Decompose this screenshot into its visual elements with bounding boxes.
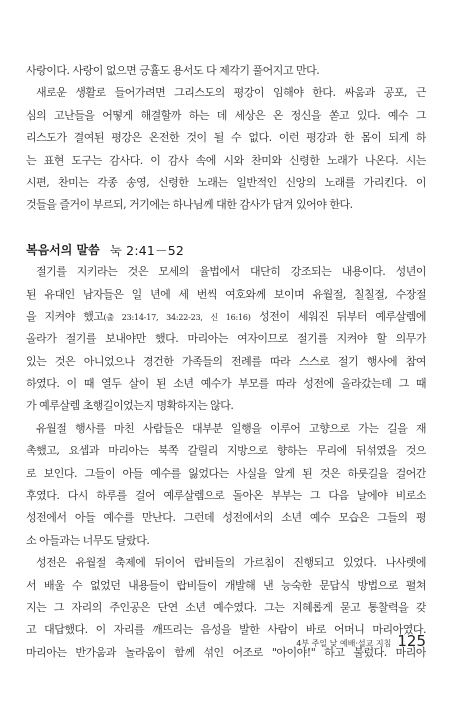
paragraph-passover-return bbox=[26, 418, 426, 552]
paragraph-feasts bbox=[26, 261, 426, 418]
text-line: 리스도가 결여된 평강은 온전한 것이 될 수 없다. 이런 평강과 한 몸이 되게 하 bbox=[26, 131, 426, 145]
text-line: 유월절 행사를 마친 사람들은 대부분 일행을 이루어 고향으로 가는 길을 재 bbox=[36, 421, 426, 435]
text-line: 는 표현 도구는 감사다. 이 감사 속에 시와 찬미와 신령한 노래가 나온다. 시는 bbox=[26, 153, 426, 167]
text-line: 고 대답했다. 이 자리를 깨뜨리는 음성을 발한 사람이 바로 어머니 마리아였다. bbox=[26, 623, 426, 637]
text-line: 된 유대인 남자들은 일 년에 세 번씩 여호와께 보이며 유월절, 칠칠절, 수장절 bbox=[26, 287, 426, 301]
text-line: 소 아들과는 너무도 달랐다. bbox=[26, 533, 150, 547]
citation: (출 23:14-17, 34:22-23, 신 16:16) bbox=[103, 312, 251, 322]
text-line: 서 배울 수 없었던 내용들이 랍비들이 개발해 낸 능숙한 문답식 방법으로 펼쳐 bbox=[26, 578, 426, 592]
text-line: 새로운 생활로 들어가려면 그리스도의 평강이 임해야 한다. 싸움과 공포, 근 bbox=[36, 86, 426, 100]
page-footer bbox=[296, 632, 426, 650]
text-line: 로 보인다. 그들이 아들 예수를 잃었다는 사실을 알게 된 것은 하룻길을 걸어간 bbox=[26, 466, 426, 480]
running-footer-section: 4부 주일 낮 예배·설교 지침 bbox=[296, 639, 392, 648]
text-line: 하였다. 이 때 열두 살이 된 소년 예수가 부모를 따라 성전에 올라갔는데 그 때 bbox=[26, 377, 426, 391]
text-line: 성전은 유월절 축제에 뒤이어 랍비들의 가르침이 진행되고 있었다. 나사렛에 bbox=[36, 556, 426, 570]
paragraph-thanksgiving bbox=[26, 60, 426, 217]
section-title: 복음서의 말씀 bbox=[26, 243, 100, 258]
text-line: 올라가 절기를 보내야만 했다. 마리아는 여자이므로 절기를 지켜야 할 의무가 bbox=[26, 332, 426, 346]
text-line: 후였다. 다시 하루를 걸어 예루살렘으로 돌아온 부부는 그 다음 날에야 비로소 bbox=[26, 489, 426, 503]
page-number: 125 bbox=[397, 632, 426, 650]
body-text bbox=[26, 60, 426, 664]
text-line: 시편, 찬미는 각종 송영, 신령한 노래는 일반적인 신앙의 노래를 가리킨다. 이 bbox=[26, 175, 426, 189]
scripture-reference: 눅 2:41－52 bbox=[109, 242, 185, 258]
text-line: 가 예루살렘 초행길이었는지 명확하지는 않다. bbox=[26, 399, 234, 413]
text-line: 마리아는 반가움과 놀라움이 함께 섞인 어조로 "아이야!" 하고 불렀다. 마리아 bbox=[26, 645, 426, 659]
text-line: 성전에서 아들 예수를 만난다. 그런데 성전에서의 소년 예수 모습은 그들의 평 bbox=[26, 511, 426, 525]
text-line: 것들을 즐거이 부르되, 거기에는 하나님께 대한 감사가 담겨 있어야 한다. bbox=[26, 198, 353, 212]
text-line-with-citation bbox=[26, 306, 426, 328]
text-line: 촉했고, 요셉과 마리아는 북쪽 갈릴리 지방으로 향하는 무리에 뒤섞였을 것으 bbox=[26, 444, 426, 458]
text-line: 절기를 지키라는 것은 모세의 율법에서 대단히 강조되는 내용이다. 성년이 bbox=[36, 265, 426, 279]
section-heading bbox=[26, 239, 426, 261]
text-fragment: 을 지켜야 했고 bbox=[26, 309, 104, 323]
text-fragment: 성전이 세워진 뒤부터 예루살렘에 bbox=[250, 309, 426, 323]
text-line: 지는 그 자리의 주인공은 단연 소년 예수였다. 그는 지혜롭게 묻고 통찰력을 갖 bbox=[26, 600, 426, 614]
text-line: 사랑이다. 사랑이 없으면 긍휼도 용서도 다 제각기 풀어지고 만다. bbox=[26, 64, 320, 77]
text-line: 있는 것은 아니었으나 경건한 가족들의 전례를 따라 스스로 절기 행사에 참여 bbox=[26, 354, 426, 368]
section-spacer bbox=[26, 217, 426, 239]
text-line: 심의 고난들을 어떻게 해결할까 하는 데 세상은 온 정신을 쏟고 있다. 예수 그 bbox=[26, 108, 426, 122]
